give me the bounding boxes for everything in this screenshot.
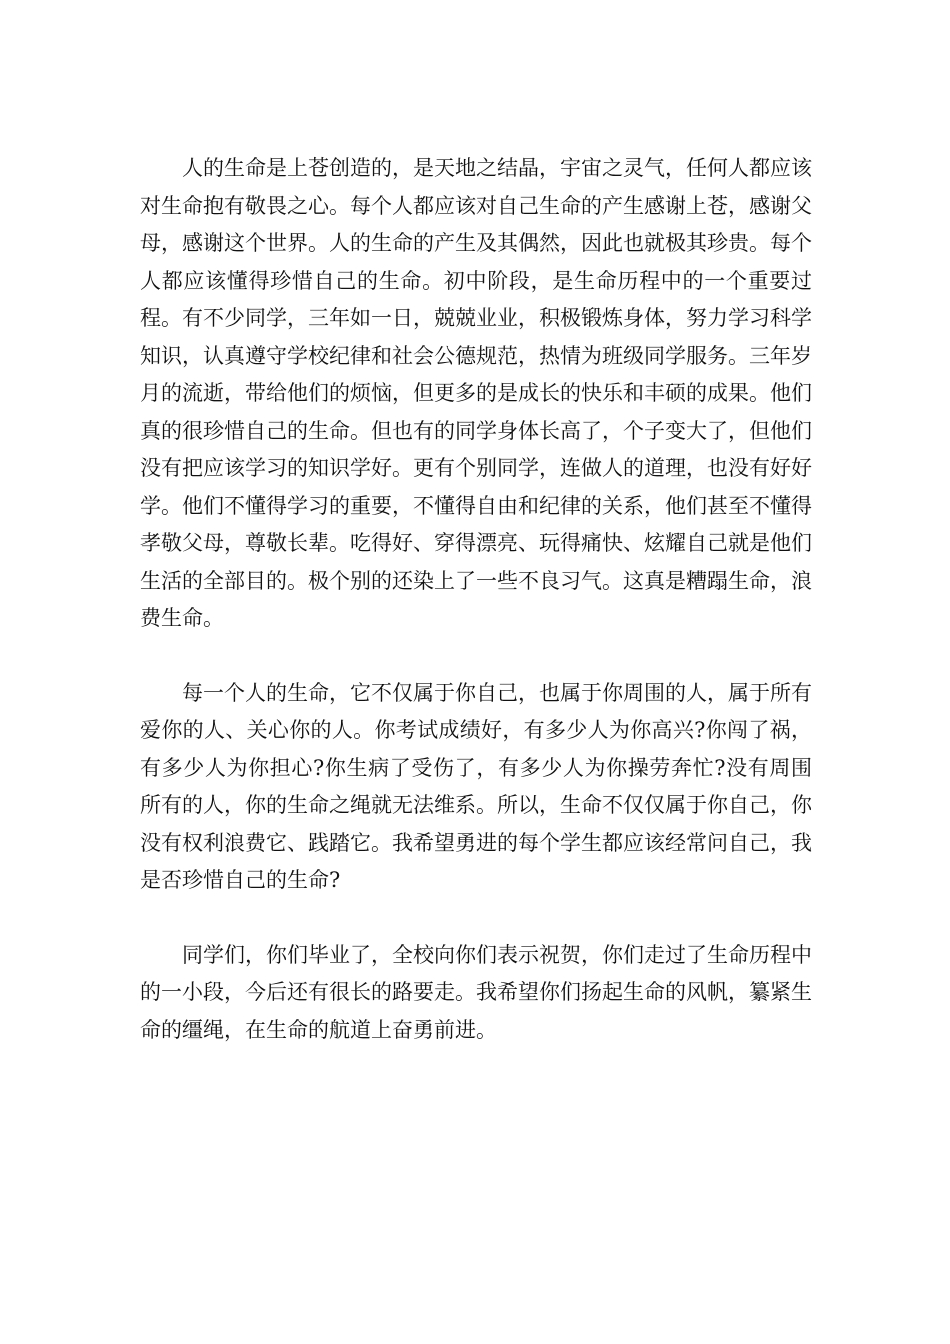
paragraph-3: 同学们，你们毕业了，全校向你们表示祝贺，你们走过了生命历程中的一小段，今后还有很长的路要走。我希望你们扬起生命的风帆，纂紧生命的缰绳，在生命的航道上奋勇前进。 [140, 942, 812, 1042]
document-body [140, 150, 812, 1049]
paragraph-2: 每一个人的生命，它不仅属于你自己，也属于你周围的人，属于所有爱你的人、关心你的人。你考试成绩好，有多少人为你高兴?你闯了祸，有多少人为你担心?你生病了受伤了，有多少人为你操劳奔忙?没有周围所有的人，你的生命之绳就无法维系。所以，生命不仅仅属于你自己，你没有权利浪费它、践踏它。我希望勇进的每个学生都应该经常问自己，我是否珍惜自己的生命? [140, 680, 812, 892]
paragraph-1: 人的生命是上苍创造的，是天地之结晶，宇宙之灵气，任何人都应该对生命抱有敬畏之心。每个人都应该对自己生命的产生感谢上苍，感谢父母，感谢这个世界。人的生命的产生及其偶然，因此也就极其珍贵。每个人都应该懂得珍惜自己的生命。初中阶段，是生命历程中的一个重要过程。有不少同学，三年如一日，兢兢业业，积极锻炼身体，努力学习科学知识，认真遵守学校纪律和社会公德规范，热情为班级同学服务。三年岁月的流逝，带给他们的烦恼，但更多的是成长的快乐和丰硕的成果。他们真的很珍惜自己的生命。但也有的同学身体长高了，个子变大了，但他们没有把应该学习的知识学好。更有个别同学，连做人的道理，也没有好好学。他们不懂得学习的重要，不懂得自由和纪律的关系，他们甚至不懂得孝敬父母，尊敬长辈。吃得好、穿得漂亮、玩得痛快、炫耀自己就是他们生活的全部目的。极个别的还染上了一些不良习气。这真是糟蹋生命，浪费生命。 [140, 156, 812, 630]
